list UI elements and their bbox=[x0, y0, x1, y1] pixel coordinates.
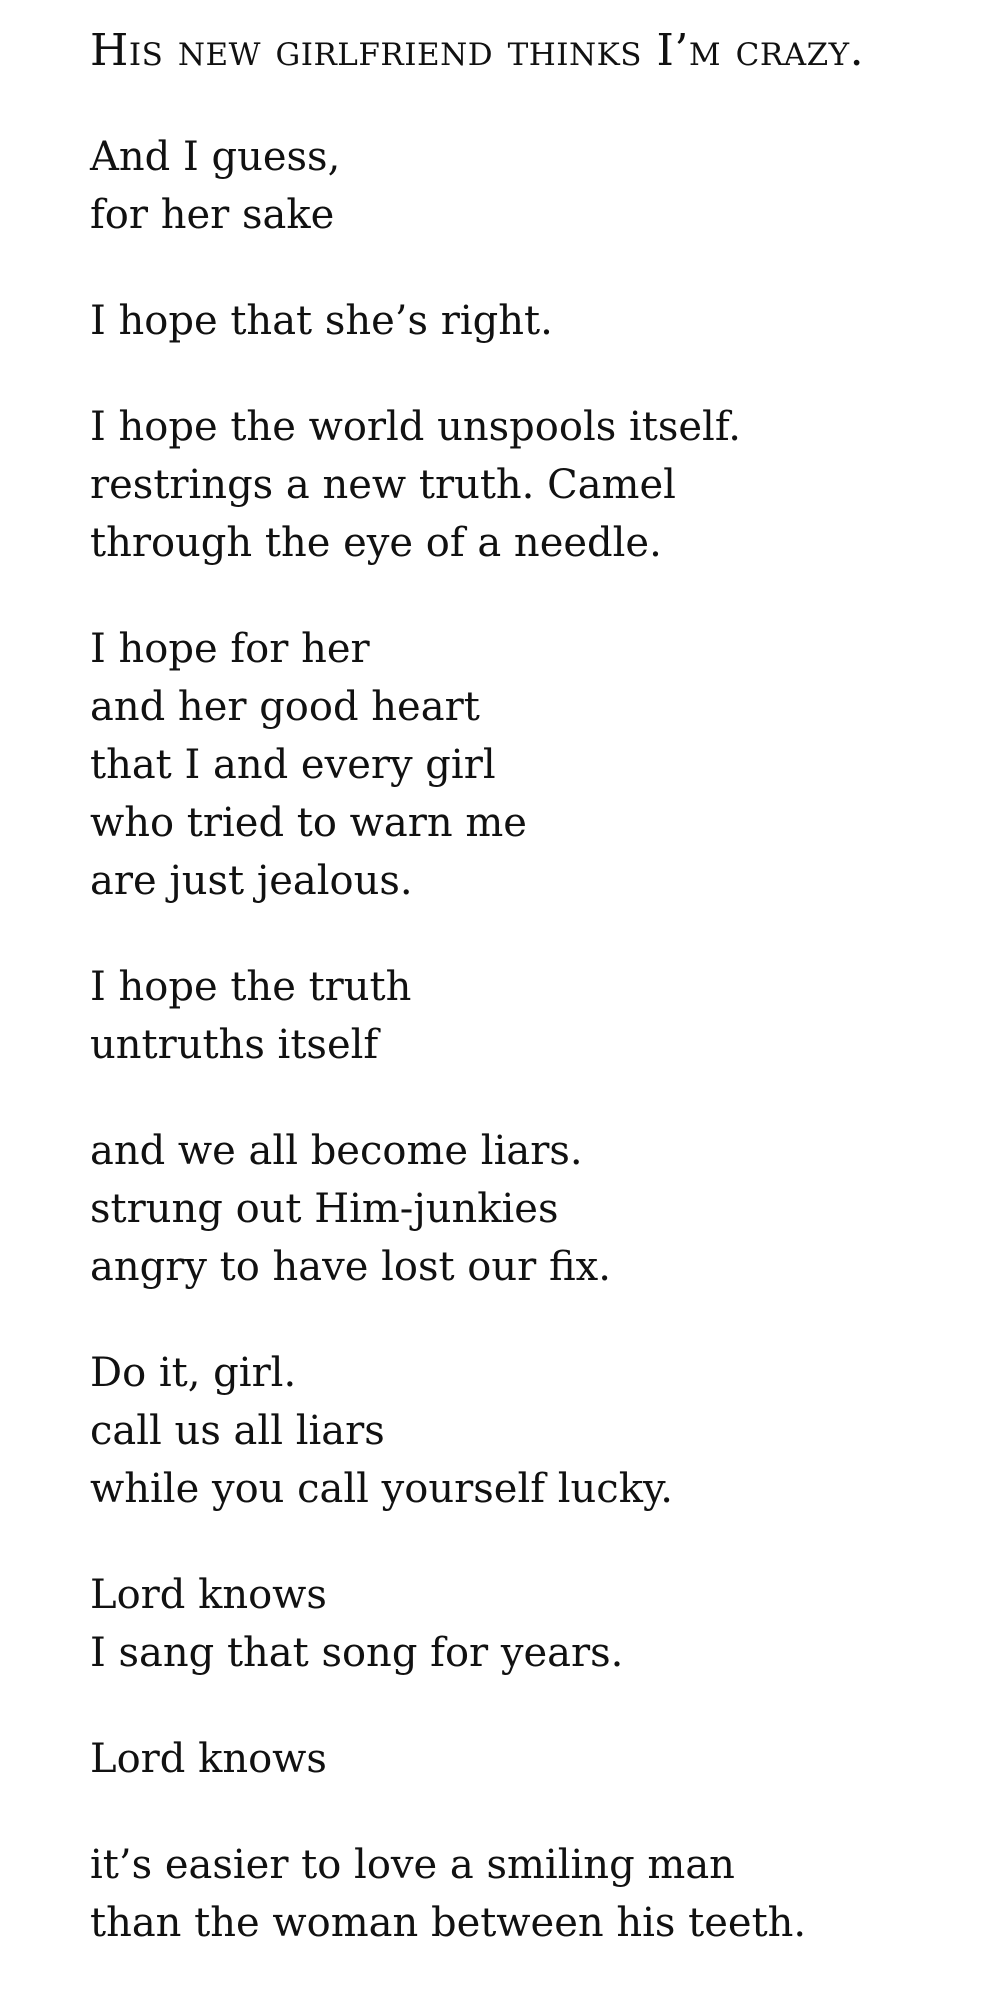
stanza bbox=[90, 1836, 970, 1952]
poem-line: strung out Him-junkies bbox=[90, 1186, 559, 1232]
poem-line: who tried to warn me bbox=[90, 800, 527, 846]
stanza bbox=[90, 620, 970, 910]
poem-line: through the eye of a needle. bbox=[90, 520, 662, 566]
poem-line: I hope the world unspools itself. bbox=[90, 404, 741, 450]
poem-title: His new girlfriend thinks I’m crazy. bbox=[90, 25, 865, 76]
poem-line: untruths itself bbox=[90, 1022, 379, 1068]
poem-line: call us all liars bbox=[90, 1408, 385, 1454]
poem bbox=[90, 0, 970, 1952]
poem-line: for her sake bbox=[90, 192, 335, 238]
stanza bbox=[90, 128, 970, 244]
poem-line: Lord knows bbox=[90, 1572, 327, 1618]
stanza bbox=[90, 958, 970, 1074]
poem-line: are just jealous. bbox=[90, 858, 413, 904]
poem-line: it’s easier to love a smiling man bbox=[90, 1842, 735, 1888]
stanza bbox=[90, 1122, 970, 1296]
poem-line: Lord knows bbox=[90, 1736, 327, 1782]
poem-line: and we all become liars. bbox=[90, 1128, 583, 1174]
stanza bbox=[90, 292, 970, 350]
poem-line: that I and every girl bbox=[90, 742, 496, 788]
poem-line: I sang that song for years. bbox=[90, 1630, 624, 1676]
poem-line: while you call yourself lucky. bbox=[90, 1466, 673, 1512]
stanza bbox=[90, 1344, 970, 1518]
poem-line: I hope for her bbox=[90, 626, 370, 672]
poem-line: Do it, girl. bbox=[90, 1350, 297, 1396]
poem-line: I hope the truth bbox=[90, 964, 412, 1010]
stanza bbox=[90, 1566, 970, 1682]
stanza bbox=[90, 398, 970, 572]
poem-line: and her good heart bbox=[90, 684, 480, 730]
poem-line: I hope that she’s right. bbox=[90, 298, 553, 344]
poem-line: And I guess, bbox=[90, 134, 341, 180]
poem-line: angry to have lost our fix. bbox=[90, 1244, 611, 1290]
stanza bbox=[90, 1730, 970, 1788]
poem-line: than the woman between his teeth. bbox=[90, 1900, 807, 1946]
poem-line: restrings a new truth. Camel bbox=[90, 462, 676, 508]
